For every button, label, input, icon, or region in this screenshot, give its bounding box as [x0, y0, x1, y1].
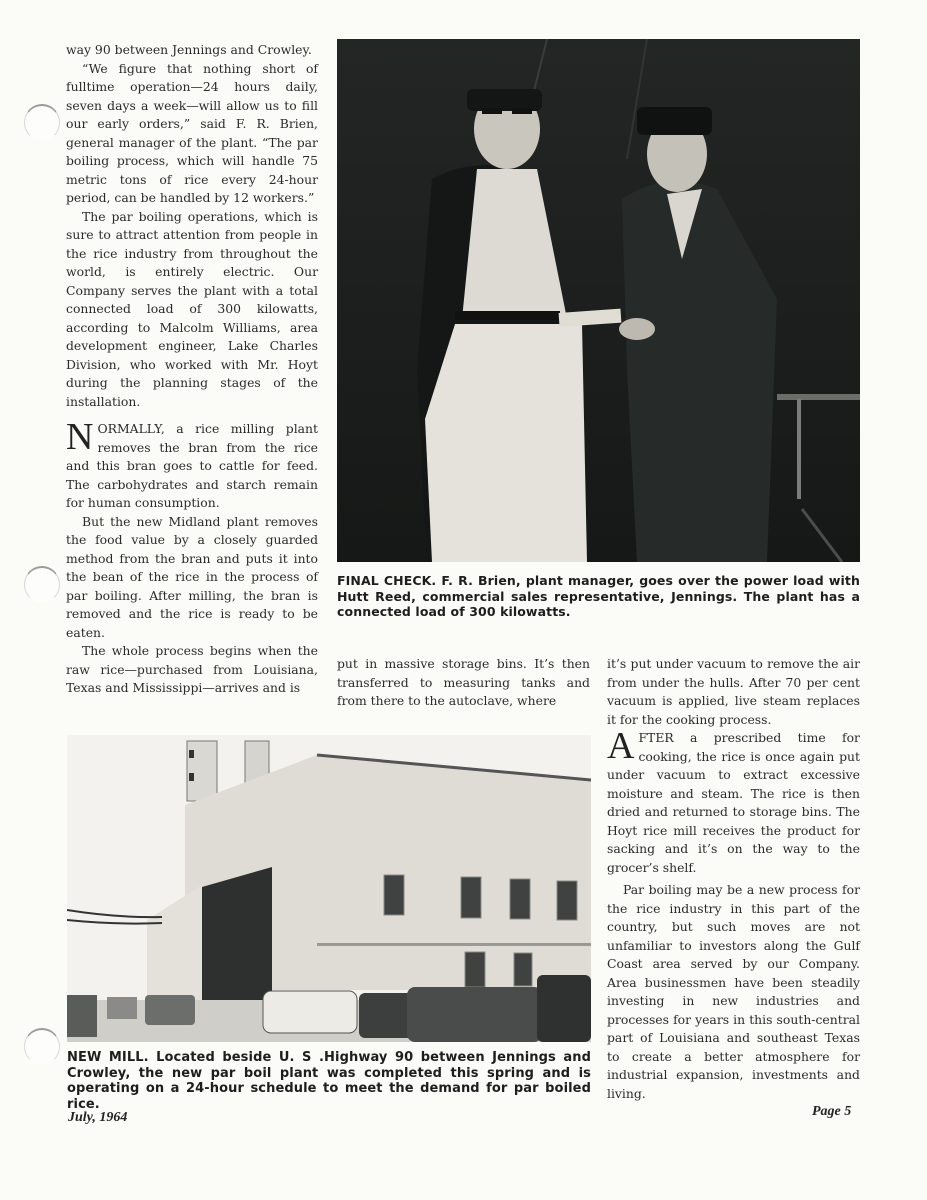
paragraph: way 90 between Jennings and Crowley.	[66, 42, 312, 57]
paragraph: The par boiling operations, which is sure to attract attention from people in the rice industry from throughout the world, is entirely electric. Our Company serves the plant with a total connected load of 300 kilowatts, according to Malcolm Williams, area development engineer, Lake Charles Division, who worked with Mr. Hoyt during the planning stages of the installation.	[66, 208, 318, 409]
section-lead-normally: NORMALLY, a rice milling plant removes the bran from the rice and this bran goes to cattle for feed. The carbohydrates and starch remain for human consumption.	[66, 416, 318, 510]
photo-final-check	[337, 39, 860, 562]
paragraph: Par boiling may be a new process for the rice industry in this part of the country, but such moves are not unfamiliar to investors along the Gulf Coast area served by our Company. Area businessmen have been steadily investing in new industries and processes for years in this south-central part of Louisiana and southeast Texas to create a better atmosphere for industrial expansion, investments and living.	[607, 882, 860, 1101]
paragraph: But the new Midland plant removes the food value by a closely guarded method from the bran and puts it into the bean of the rice in the process of par boiling. After milling, the bran is removed and the rice is ready to be eaten.	[66, 513, 318, 640]
drop-cap: N	[66, 416, 94, 458]
paragraph: it’s put under vacuum to remove the air from under the hulls. After 70 per cent vacuum is applied, live steam replaces it for the cooking process.	[607, 656, 860, 727]
issue-date: July, 1964	[68, 1110, 128, 1125]
article-column-2	[337, 655, 590, 711]
paragraph: The whole process begins when the raw rice—purchased from Louisiana, Texas and Mississippi—arrives and is	[66, 643, 318, 695]
binder-hole-top	[24, 104, 60, 141]
drop-cap: A	[607, 725, 635, 767]
photo-new-mill	[67, 735, 591, 1042]
binder-hole-middle	[24, 566, 60, 603]
photo-caption-final-check: FINAL CHECK. F. R. Brien, plant manager, goes over the power load with Hutt Reed, commercial sales representative, Jennings. The plant has a connected load of 300 kilowatts.	[337, 573, 860, 619]
paragraph: put in massive storage bins. It’s then transferred to measuring tanks and from there to the autoclave, where	[337, 656, 590, 708]
section-lead-after: AFTER a prescribed time for cooking, the rice is once again put under vacuum to extract excessive moisture and steam. The rice is then dried and returned to storage bins. The Hoyt rice mill receives the product for sacking and it’s on the way to the grocer’s shelf.	[607, 725, 860, 875]
article-column-3	[607, 655, 860, 1103]
binder-hole-bottom	[24, 1028, 60, 1065]
page-number: Page 5	[812, 1104, 852, 1119]
photo-two-men-icon	[337, 39, 860, 562]
paragraph: “We figure that nothing short of fulltime operation—24 hours daily, seven days a week—will allow us to fill our early orders,” said F. R. Brien, general manager of the plant. “The par boiling process, which will handle 75 metric tons of rice every 24-hour period, can be handled by 12 workers.”	[66, 60, 318, 205]
photo-caption-new-mill: NEW MILL. Located beside U. S .Highway 90 between Jennings and Crowley, the new par boil plant was completed this spring and is operating on a 24-hour schedule to meet the demand for par boiled rice.	[67, 1050, 591, 1112]
photo-mill-building-icon	[67, 735, 591, 1042]
article-column-1	[66, 41, 318, 698]
